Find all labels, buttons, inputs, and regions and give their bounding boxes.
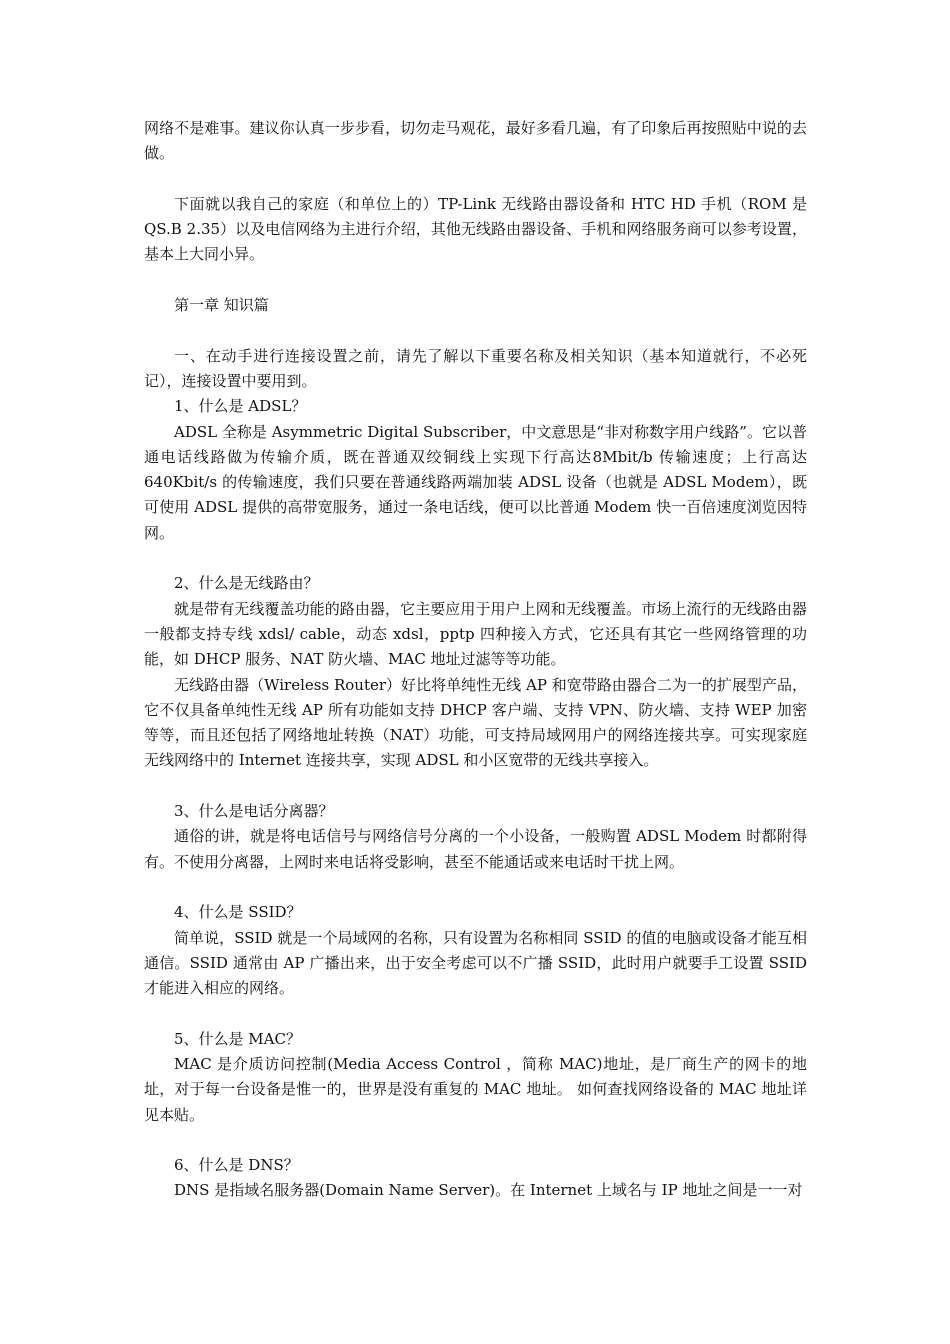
paragraph-gap	[144, 318, 807, 343]
question-heading-dns: 6、什么是 DNS？	[174, 1156, 299, 1175]
paragraph-intro: 下面就以我自己的家庭（和单位上的）TP-Link 无线路由器设备和 HTC HD 手机（ROM 是 QS.B 2.35）以及电信网络为主进行介绍，其他无线路由器设备、手机和网络服务商可以参考设置，基本上大同小异。	[144, 194, 807, 264]
section-intro: 一、在动手进行连接设置之前，请先了解以下重要名称及相关知识（基本知道就行，不必死记），连接设置中要用到。	[144, 346, 807, 390]
answer-ssid: 简单说，SSID 就是一个局域网的名称，只有设置为名称相同 SSID 的值的电脑或设备才能互相通信。SSID 通常由 AP 广播出来，出于安全考虑可以不广播 SSID，此时用户就要手工设置 SSID 才能进入相应的网络。	[144, 928, 807, 998]
answer-adsl: ADSL 全称是 Asymmetric Digital Subscriber，中文意思是“非对称数字用户线路”。它以普通电话线路做为传输介质，既在普通双绞铜线上实现下行高达8Mbit/b 传输速度；上行高达640Kbit/s 的传输速度，我们只要在普通线路两端加装 ADSL 设备（也就是 ADSL Modem），既可使用 ADSL 提供的高带宽服务，通过一条电话线，便可以比普通 Modem 快一百倍速度浏览因特网。	[144, 422, 807, 542]
question-heading-adsl: 1、什么是 ADSL？	[174, 397, 307, 416]
paragraph-gap	[144, 167, 807, 192]
question-heading-ssid: 4、什么是 SSID？	[174, 903, 302, 922]
answer-wireless-router-1: 就是带有无线覆盖功能的路由器，它主要应用于用户上网和无线覆盖。市场上流行的无线路由器一般都支持专线 xdsl/ cable，动态 xdsl，pptp 四种接入方式，它还具有其它一些网络管理的功能，如 DHCP 服务、NAT 防火墙、MAC 地址过滤等等功能。	[144, 599, 807, 669]
answer-wireless-router-2: 无线路由器（Wireless Router）好比将单纯性无线 AP 和宽带路由器合二为一的扩展型产品，它不仅具备单纯性无线 AP 所有功能如支持 DHCP 客户端、支持 VPN、防火墙、支持 WEP 加密等等，而且还包括了网络地址转换（NAT）功能，可支持局域网用户的网络连接共享。可实现家庭无线网络中的 Internet 连接共享，实现 ADSL 和小区宽带的无线共享接入。	[144, 675, 807, 770]
question-heading-mac: 5、什么是 MAC？	[174, 1029, 301, 1048]
paragraph-intro-continuation: 网络不是难事。建议你认真一步步看，切勿走马观花，最好多看几遍，有了印象后再按照贴中说的去做。	[144, 119, 807, 163]
question-heading-wireless-router: 2、什么是无线路由？	[174, 574, 319, 593]
paragraph-gap	[144, 875, 807, 900]
answer-splitter: 通俗的讲，就是将电话信号与网络信号分离的一个小设备，一般购置 ADSL Modem 时都附得有。不使用分离器，上网时来电话将受影响，甚至不能通话或来电话时干扰上网。	[144, 827, 807, 871]
paragraph-gap	[144, 1128, 807, 1153]
chapter-heading: 第一章 知识篇	[174, 296, 269, 315]
answer-mac: MAC 是介质访问控制(Media Access Control ，简称 MAC)地址，是厂商生产的网卡的地址，对于每一台设备是惟一的，世界是没有重复的 MAC 地址。 如何查找网络设备的 MAC 地址详见本贴。	[144, 1054, 807, 1124]
paragraph-gap	[144, 546, 807, 571]
paragraph-gap	[144, 268, 807, 293]
answer-dns: DNS 是指域名服务器(Domain Name Server)。在 Internet 上域名与 IP 地址之间是一一对	[174, 1181, 803, 1200]
paragraph-gap	[144, 774, 807, 799]
question-heading-splitter: 3、什么是电话分离器？	[174, 802, 334, 821]
document-body	[144, 116, 807, 1204]
paragraph-gap	[144, 1001, 807, 1026]
